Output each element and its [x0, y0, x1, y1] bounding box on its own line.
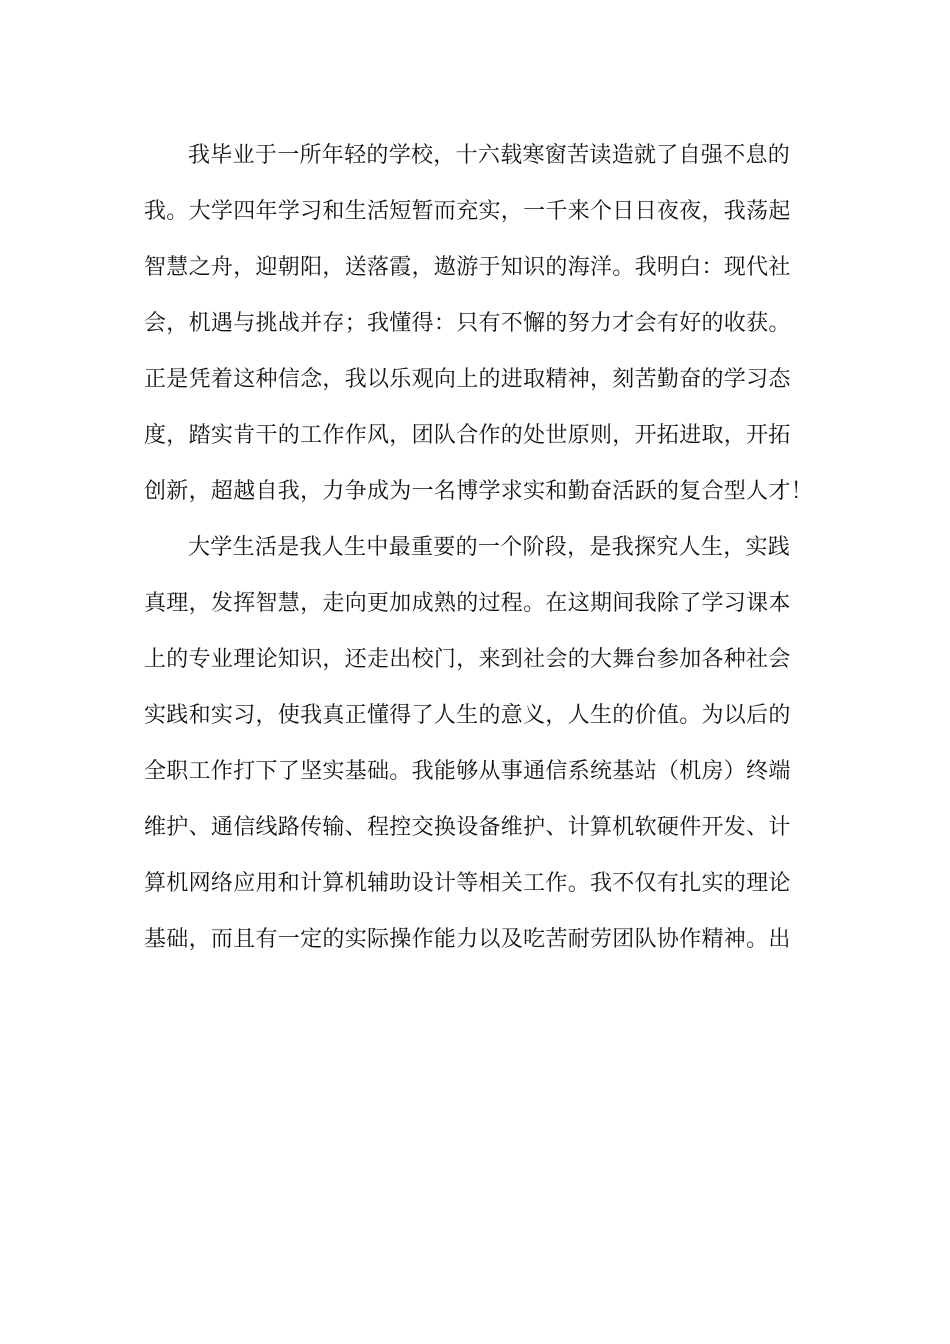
paragraph-2-line-3: 上的专业理论知识，还走出校门，来到社会的大舞台参加各种社会 — [144, 647, 791, 672]
paragraph-2-line-1: 大学生活是我人生中最重要的一个阶段，是我探究人生，实践 — [188, 535, 791, 560]
paragraph-2-line-8: 基础，而且有一定的实际操作能力以及吃苦耐劳团队协作精神。出 — [144, 927, 791, 952]
paragraph-2-line-5: 全职工作打下了坚实基础。我能够从事通信系统基站（机房）终端 — [144, 759, 791, 784]
paragraph-1-line-1: 我毕业于一所年轻的学校，十六载寒窗苦读造就了自强不息的 — [188, 143, 791, 168]
paragraph-1-line-7: 创新，超越自我，力争成为一名博学求实和勤奋活跃的复合型人才！ — [144, 479, 814, 504]
paragraph-1-line-2: 我。大学四年学习和生活短暂而充实，一千来个日日夜夜，我荡起 — [144, 199, 791, 224]
paragraph-1-line-3: 智慧之舟，迎朝阳，送落霞，遨游于知识的海洋。我明白：现代社 — [144, 255, 791, 280]
paragraph-1-line-4: 会，机遇与挑战并存；我懂得：只有不懈的努力才会有好的收获。 — [144, 311, 791, 336]
paragraph-2-line-6: 维护、通信线路传输、程控交换设备维护、计算机软硬件开发、计 — [144, 815, 791, 840]
paragraph-2-line-2: 真理，发挥智慧，走向更加成熟的过程。在这期间我除了学习课本 — [144, 591, 791, 616]
body-text — [144, 128, 814, 968]
paragraph-1-line-6: 度，踏实肯干的工作作风，团队合作的处世原则，开拓进取，开拓 — [144, 423, 791, 448]
paragraph-2-line-4: 实践和实习，使我真正懂得了人生的意义，人生的价值。为以后的 — [144, 703, 791, 728]
paragraph-2-line-7: 算机网络应用和计算机辅助设计等相关工作。我不仅有扎实的理论 — [144, 871, 791, 896]
paragraph-1-line-5: 正是凭着这种信念，我以乐观向上的进取精神，刻苦勤奋的学习态 — [144, 367, 791, 392]
